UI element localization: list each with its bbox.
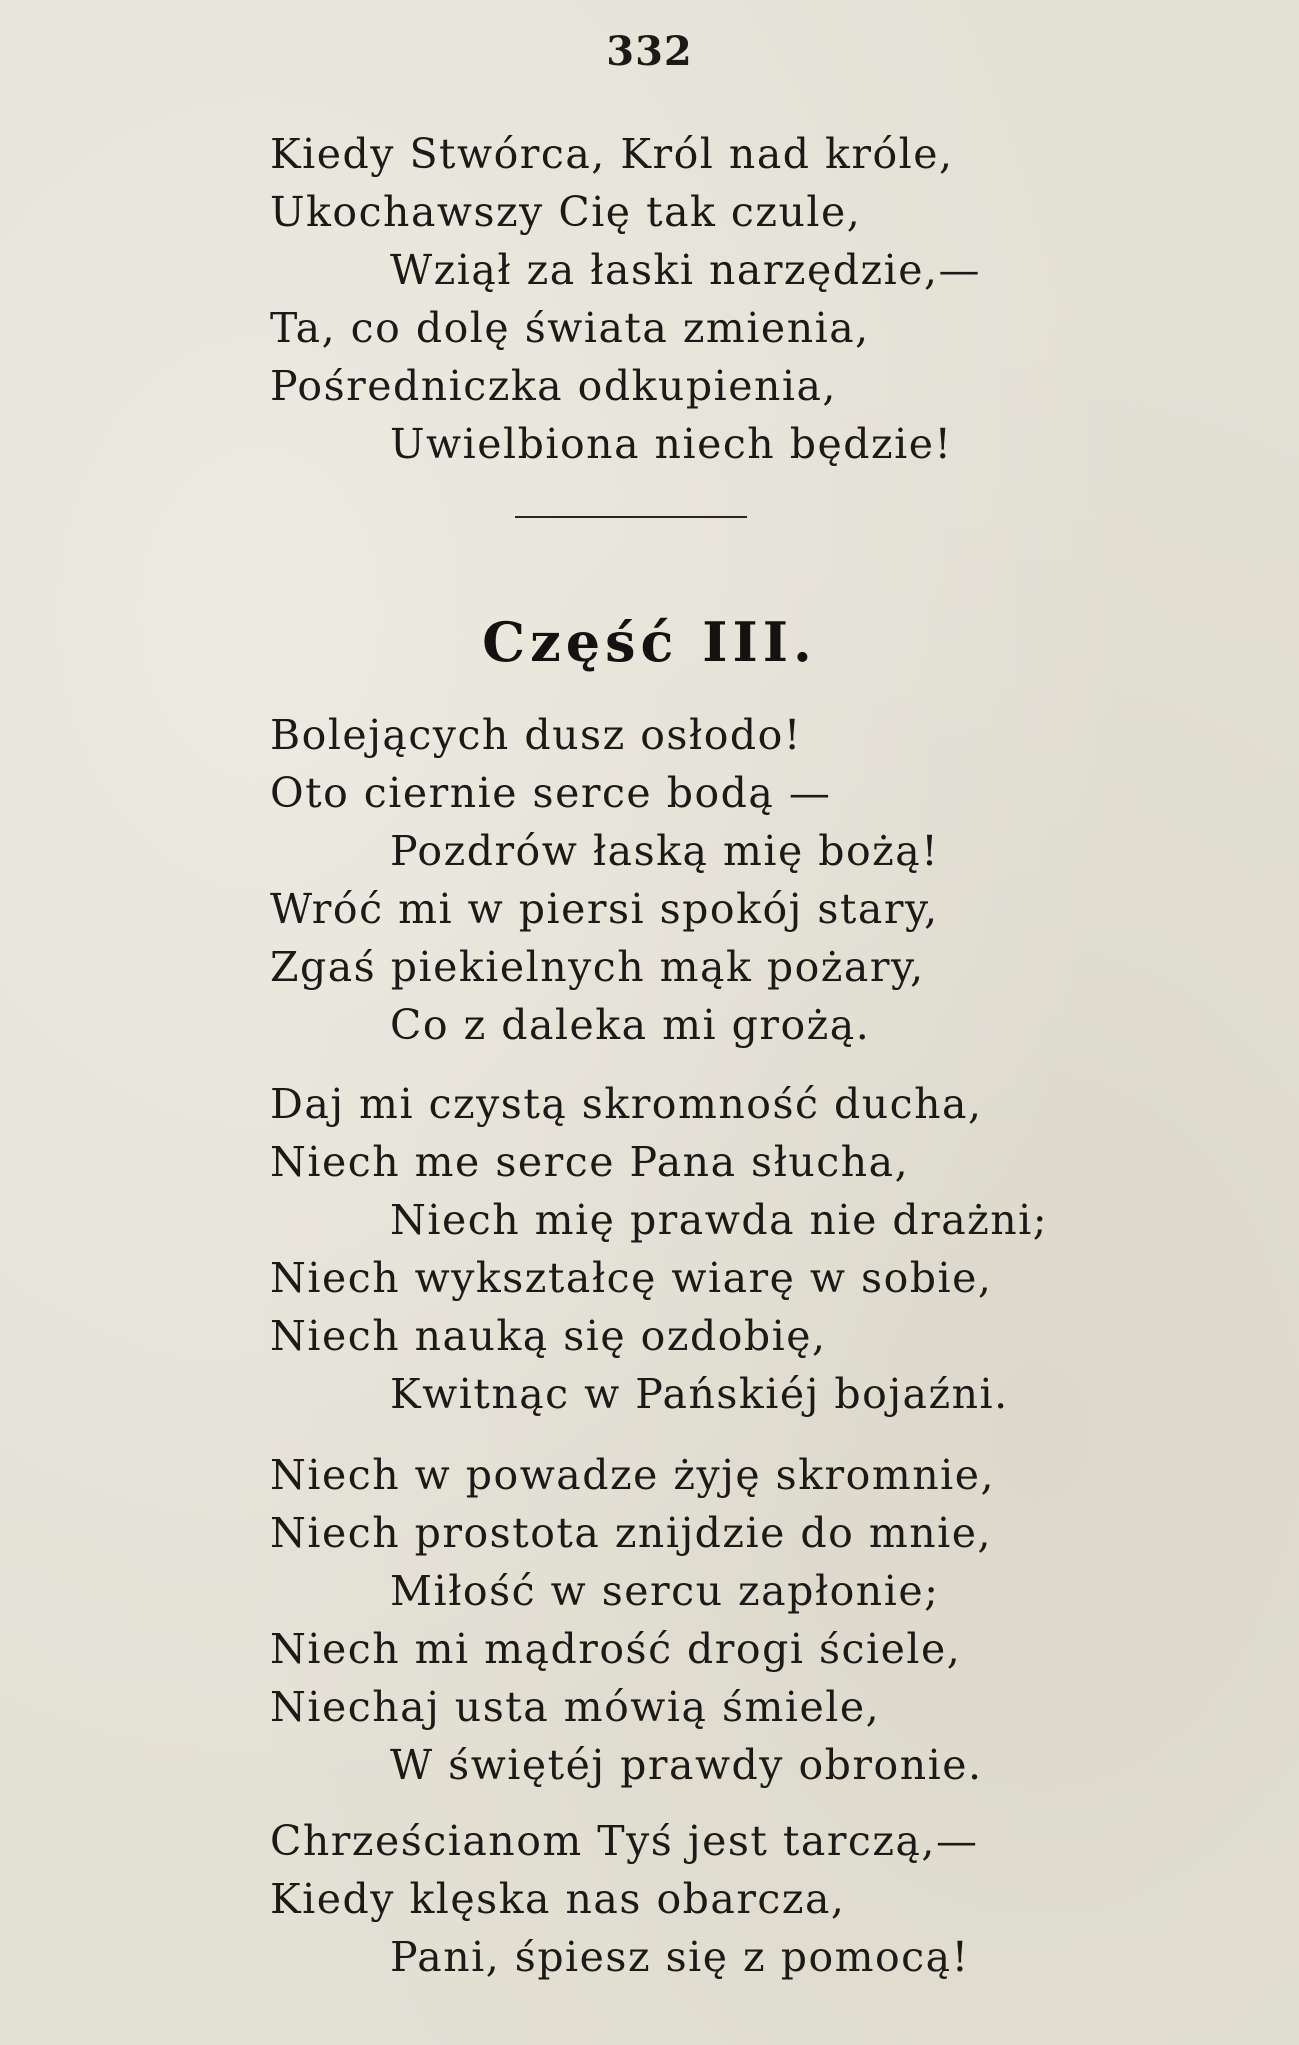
verse-line: Kiedy klęska nas obarcza, <box>270 1875 846 1923</box>
verse-line: Niech w powadze żyję skromnie, <box>270 1451 996 1499</box>
stanza <box>270 1446 1230 1794</box>
verse-line: Niech nauką się ozdobię, <box>270 1312 827 1360</box>
stanza <box>270 1812 1230 1986</box>
verse-line: Niechaj usta mówią śmiele, <box>270 1683 881 1731</box>
stanza <box>270 706 1230 1054</box>
verse-line: W świętéj prawdy obronie. <box>390 1741 983 1789</box>
verse-line: Niech me serce Pana słucha, <box>270 1138 910 1186</box>
verse-line: Wziął za łaski narzędzie,— <box>390 246 982 294</box>
verse-line: Kiedy Stwórca, Król nad króle, <box>270 130 954 178</box>
stanza <box>270 125 1230 473</box>
verse-line: Ukochawszy Cię tak czule, <box>270 188 862 236</box>
verse-line: Uwielbiona niech będzie! <box>390 420 953 468</box>
verse-line: Pośredniczka odkupienia, <box>270 362 837 410</box>
verse-line: Daj mi czystą skromność ducha, <box>270 1080 983 1128</box>
verse-line: Oto ciernie serce bodą — <box>270 769 832 817</box>
verse-line: Ta, co dolę świata zmienia, <box>270 304 870 352</box>
section-heading: Część III. <box>482 610 817 674</box>
verse-line: Niech wykształcę wiarę w sobie, <box>270 1254 993 1302</box>
verse-line: Zgaś piekielnych mąk pożary, <box>270 943 925 991</box>
verse-line: Niech mi mądrość drogi ściele, <box>270 1625 962 1673</box>
verse-line: Miłość w sercu zapłonie; <box>390 1567 940 1615</box>
verse-line: Niech mię prawda nie drażni; <box>390 1196 1049 1244</box>
verse-line: Pani, śpiesz się z pomocą! <box>390 1933 970 1981</box>
stanza <box>270 1075 1230 1423</box>
verse-line: Pozdrów łaską mię bożą! <box>390 827 940 875</box>
page-number: 332 <box>606 28 693 75</box>
verse-line: Niech prostota znijdzie do mnie, <box>270 1509 993 1557</box>
verse-line: Kwitnąc w Pańskiéj bojaźni. <box>390 1370 1009 1418</box>
section-divider <box>515 516 747 518</box>
verse-line: Wróć mi w piersi spokój stary, <box>270 885 939 933</box>
verse-line: Bolejących dusz osłodo! <box>270 711 802 759</box>
verse-line: Chrześcianom Tyś jest tarczą,— <box>270 1817 979 1865</box>
verse-line: Co z daleka mi grożą. <box>390 1001 871 1049</box>
